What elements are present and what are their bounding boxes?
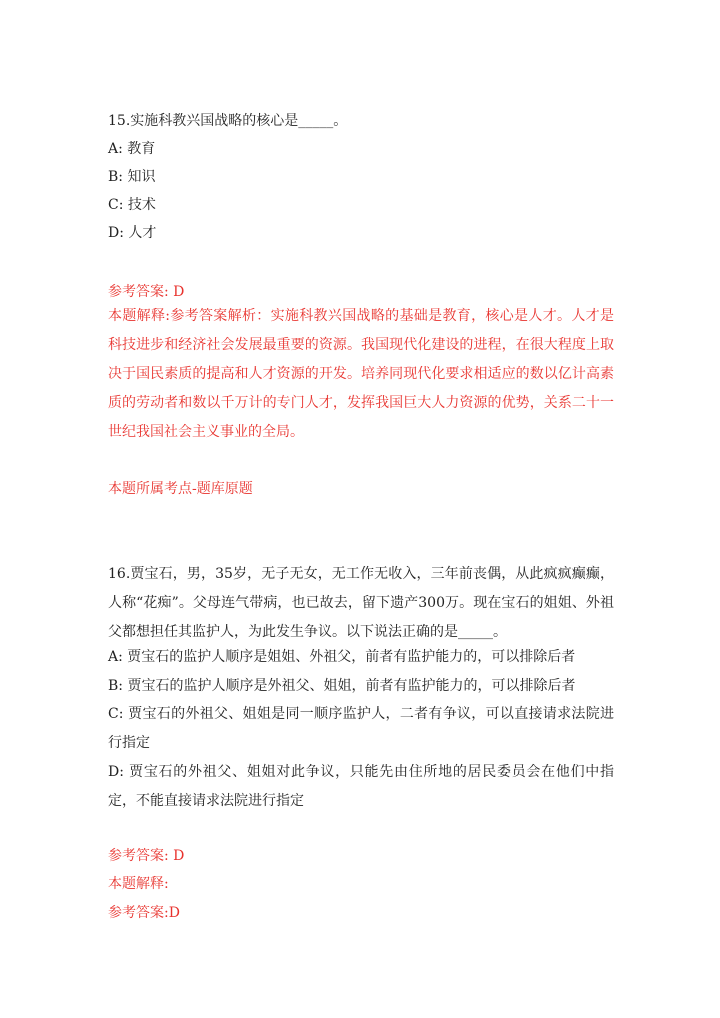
question-16-answer-repeat: 参考答案:D — [108, 905, 180, 921]
question-16-option-c: C: 贾宝石的外祖父、姐姐是同一顺序监护人，二者有争议，可以直接请求法院进行指定 — [108, 706, 614, 751]
question-16-explanation: 本题解释: — [108, 876, 169, 892]
question-16-answer: 参考答案: D — [108, 848, 185, 864]
question-16-option-d: D: 贾宝石的外祖父、姐姐对此争议，只能先由住所地的居民委员会在他们中指定，不能直接请求法院进行指定 — [108, 764, 614, 809]
question-15-option-b: B: 知识 — [108, 169, 156, 185]
question-15-option-d: D: 人才 — [108, 225, 157, 241]
question-15-source: 本题所属考点-题库原题 — [108, 481, 253, 497]
question-16-option-a: A: 贾宝石的监护人顺序是姐姐、外祖父，前者有监护能力的，可以排除后者 — [108, 649, 576, 665]
question-15-option-c: C: 技术 — [108, 197, 156, 213]
question-15-option-a: A: 教育 — [108, 141, 156, 157]
question-16-option-b: B: 贾宝石的监护人顺序是外祖父、姐姐，前者有监护能力的，可以排除后者 — [108, 678, 576, 694]
question-15-explanation: 本题解释:参考答案解析：实施科教兴国战略的基础是教育，核心是人才。人才是科技进步和经济社会发展最重要的资源。我国现代化建设的进程，在很大程度上取决于国民素质的提高和人才资源的开发。培养同现代化要求相适应的数以亿计高素质的劳动者和数以千万计的专门人才，发挥我国巨大人力资源的优势，关系二十一世纪我国社会主义事业的全局。 — [108, 308, 614, 440]
question-16-text: 16.贾宝石，男，35岁，无子无女，无工作无收入，三年前丧偶，从此疯疯癫癫，人称“花痴”。父母连气带病，也已故去，留下遗产300万。现在宝石的姐姐、外祖父都想担任其监护人，为此发生争议。以下说法正确的是_____。 — [108, 566, 614, 640]
question-15-text: 15.实施科教兴国战略的核心是_____。 — [108, 113, 348, 129]
question-15-answer: 参考答案: D — [108, 284, 185, 300]
